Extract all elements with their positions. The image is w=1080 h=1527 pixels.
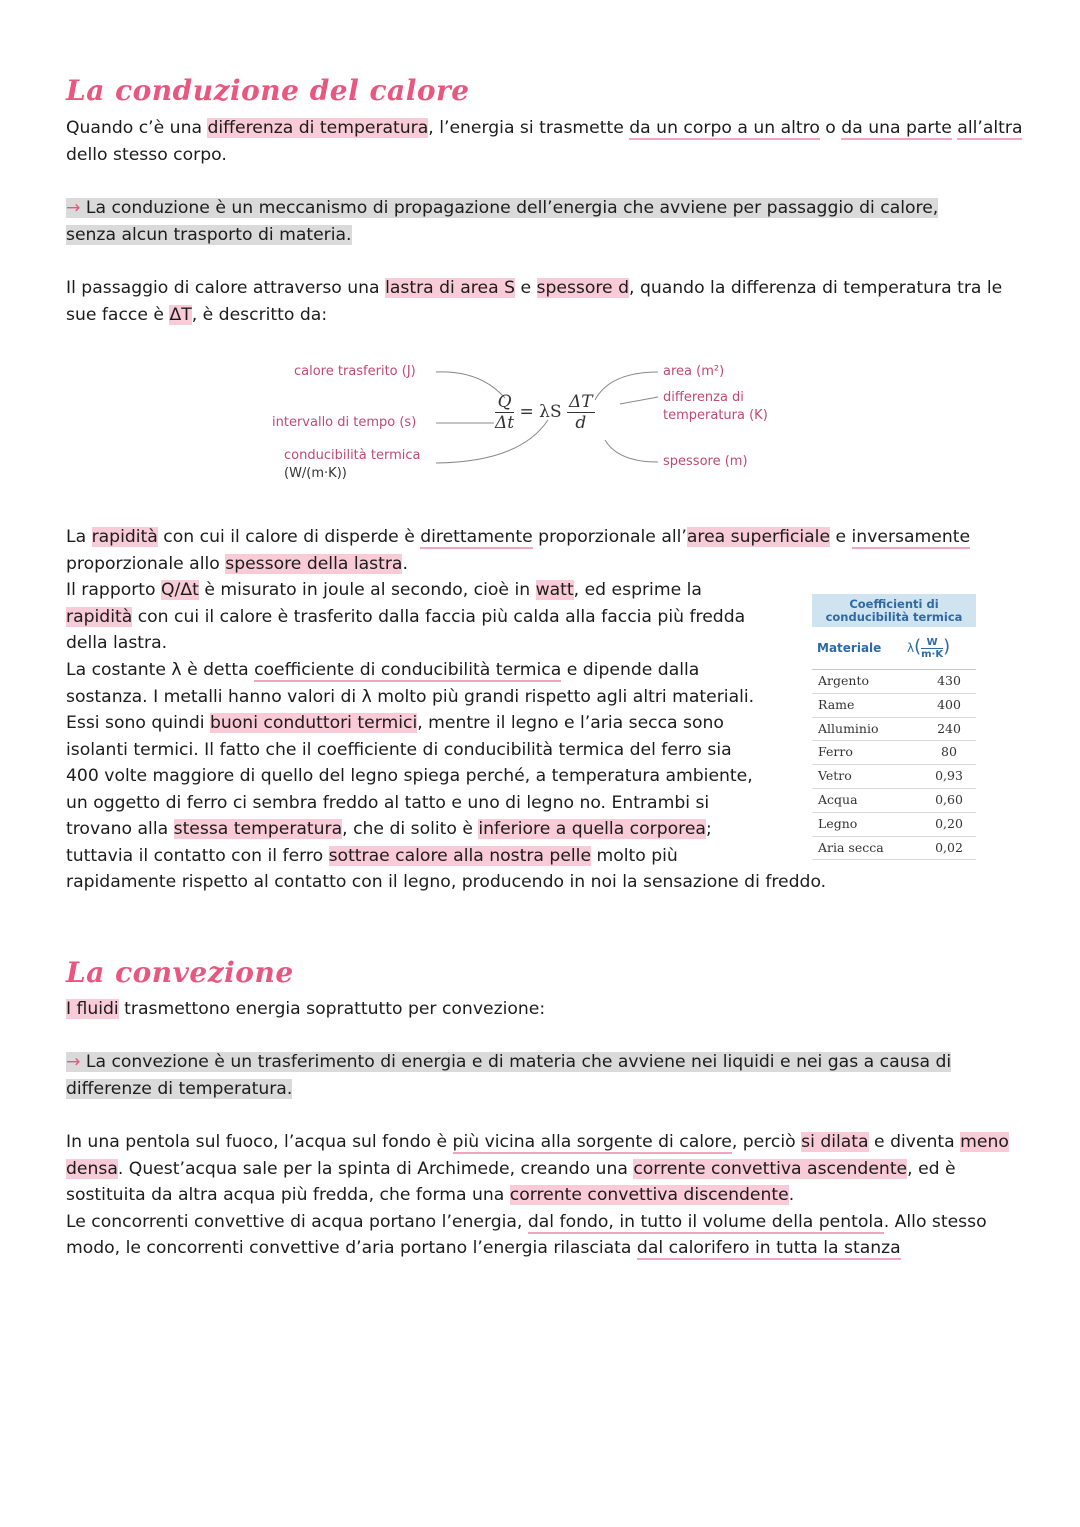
- table-cell-value: 400: [937, 696, 961, 712]
- label-conductivity: conducibilità termica (W/(m·K)): [284, 448, 421, 481]
- table-cell-value: 80: [941, 744, 957, 760]
- section-title-conduction: La conduzione del calore: [66, 74, 470, 107]
- heat-formula: $\frac{Q}{\Delta t}$ = λS $\frac{\Delta T}{d}$: [495, 392, 593, 433]
- table-header-row: [812, 627, 976, 670]
- paragraph-slab: Il passaggio di calore attraverso una lastra di area S e spessore d, quando la differenza di temperatura tra le sue facce è ΔT, è descritto da:: [66, 278, 1003, 325]
- table-cell-value: 0,60: [935, 791, 963, 807]
- definition-convection: → La convezione è un trasferimento di energia e di materia che avviene nei liquidi e nei gas a causa di differenze di temperatura.: [66, 1052, 952, 1099]
- table-cell-value: 430: [937, 673, 961, 688]
- paragraph-intro: Quando c’è una differenza di temperatura, l’energia si trasmette da un corpo a un altro o da una parte all’altra dello stesso corpo.: [66, 118, 1023, 165]
- table-cell-material: Ferro: [818, 744, 853, 760]
- table-cell-material: Acqua: [818, 791, 858, 807]
- paragraph-fluids: I fluidi trasmettono energia soprattutto per convezione:: [66, 999, 546, 1019]
- table-cell-value: 0,20: [935, 815, 963, 831]
- table-cell-material: Legno: [818, 815, 858, 831]
- label-area: area (m²): [663, 364, 725, 379]
- paragraph-rapidity: La rapidità con cui il calore di disperde è direttamente proporzionale all’area superficiale e inversamente proporzionale allo spessore della lastra.: [66, 527, 971, 574]
- table-row: [812, 694, 976, 718]
- table-row: [812, 789, 976, 813]
- table-cell-material: Aria secca: [818, 839, 884, 855]
- table-cell-material: Alluminio: [818, 720, 879, 736]
- definition-conduction: → La conduzione è un meccanismo di propagazione dell’energia che avviene per passaggio di calore, senza alcun trasporto di materia.: [66, 198, 939, 245]
- table-cell-material: Argento: [818, 673, 870, 688]
- table-row: [812, 718, 976, 742]
- table-cell-value: 0,02: [935, 839, 963, 855]
- section-title-convection: La convezione: [66, 956, 294, 989]
- label-heat-transferred: calore trasferito (J): [294, 364, 416, 379]
- table-cell-value: 0,93: [935, 768, 963, 784]
- table-row: [812, 837, 976, 861]
- table-title: Coefficienti di conducibilità termica: [812, 594, 976, 627]
- table-row: [812, 765, 976, 789]
- paragraph-lambda: La costante λ è detta coefficiente di conducibilità termica e dipende dalla sostanza. I metalli hanno valori di λ molto più grandi rispetto agli altri materiali. Essi sono quindi buoni conduttori termici, mentre il legno e l’aria secca sono isolanti termici. Il fatto che il coefficiente di conducibilità termica del ferro sia 400 volte maggiore di quello del legno spiega perché, a temperatura ambiente, un oggetto di ferro ci sembra freddo al tatto e uno di legno no. Entrambi si trovano alla stessa temperatura, che di solito è inferiore a quella corporea; tuttavia il contatto con il ferro sottrae calore alla nostra pelle molto più rapidamente rispetto al contatto con il legno, producendo in noi la sensazione di freddo.: [66, 660, 827, 892]
- table-row: [812, 670, 976, 694]
- table-cell-material: Rame: [818, 696, 855, 712]
- table-cell-material: Vetro: [818, 768, 852, 784]
- label-thickness: spessore (m): [663, 454, 748, 469]
- table-row: [812, 741, 976, 765]
- label-time-interval: intervallo di tempo (s): [272, 415, 417, 430]
- label-temperature-diff: differenza di temperatura (K): [663, 390, 768, 423]
- arrow-icon: →: [66, 1052, 81, 1072]
- table-header-material: Materiale: [817, 641, 882, 655]
- table-row: [812, 813, 976, 837]
- arrow-icon: →: [66, 198, 81, 218]
- paragraph-pot: In una pentola sul fuoco, l’acqua sul fondo è più vicina alla sorgente di calore, perciò si dilata e diventa meno densa. Quest’acqua sale per la spinta di Archimede, creando una corrente convettiva ascendente, ed è sostituita da altra acqua più fredda, che forma una corrente convettiva discendente. Le concorrenti convettive di acqua portano l’energia, dal fondo, in tutto il volume della pentola. Allo stesso modo, le concorrenti convettive d’aria portano l’energia rilasciata dal calorifero in tutta la stanza: [66, 1132, 1009, 1258]
- table-cell-value: 240: [937, 720, 961, 736]
- table-header-lambda: λ( $\frac{W}{m\cdot K}$ ): [907, 636, 951, 660]
- paragraph-ratio: Il rapporto Q/Δt è misurato in joule al secondo, cioè in watt, ed esprime la rapidità con cui il calore è trasferito dalla faccia più calda alla faccia più fredda della lastra.: [66, 580, 746, 653]
- conductivity-table: [812, 594, 976, 860]
